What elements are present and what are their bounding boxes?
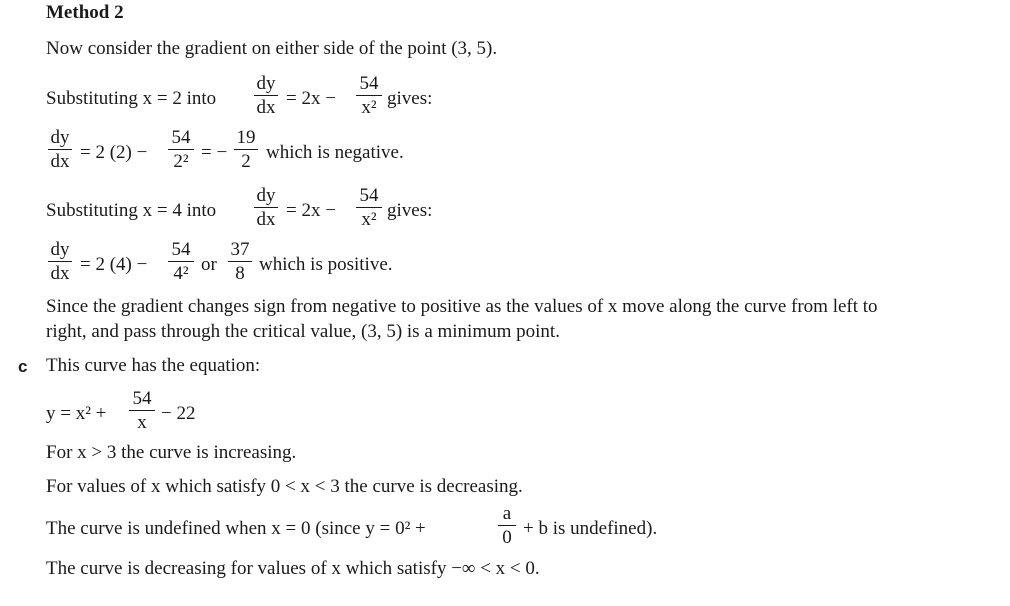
curve-eq-num: 54 — [132, 388, 152, 409]
eval1-dx: dx — [50, 151, 70, 172]
curve-eq-lhs: y = x² + — [46, 403, 107, 424]
sub2-lead: Substituting x = 4 into — [46, 200, 217, 221]
sub2-dx: dx — [256, 209, 276, 230]
undefined-lead: The curve is undefined when x = 0 (since y = 0² + — [46, 518, 426, 539]
eval1-num2: 19 — [236, 127, 256, 148]
eval1-num: 54 — [171, 127, 191, 148]
sub1-num: 54 — [359, 73, 379, 94]
sub1-derivative — [254, 74, 278, 117]
eval2-den: 4² — [173, 263, 189, 284]
eval1-expr: = 2 (2) − — [80, 142, 148, 163]
eval1-eq: = − — [201, 142, 228, 163]
eval2-num2: 37 — [230, 239, 250, 260]
eval2-or: or — [201, 254, 217, 275]
negative-range-statement: The curve is decreasing for values of x which satisfy −∞ < x < 0. — [46, 558, 540, 579]
sub1-lead: Substituting x = 2 into — [46, 88, 217, 109]
eval2-num: 54 — [171, 239, 191, 260]
intro-text: Now consider the gradient on either side of the point (3, 5). — [46, 38, 498, 59]
eval2-expr: = 2 (4) − — [80, 254, 148, 275]
eval1-den2: 2 — [241, 151, 251, 172]
sub1-den: x² — [361, 97, 377, 118]
undefined-den: 0 — [502, 527, 512, 548]
sub1-rhs: = 2x − — [286, 88, 336, 109]
eval1-den: 2² — [173, 151, 189, 172]
part-c-label: c — [18, 357, 28, 376]
section-heading: Method 2 — [46, 2, 124, 23]
sub1-tail: gives: — [387, 88, 433, 109]
conclusion-line-2: right, and pass through the critical value, (3, 5) is a minimum point. — [46, 321, 560, 342]
undefined-tail: + b is undefined). — [523, 518, 658, 539]
eval2-tail: which is positive. — [259, 254, 393, 275]
sub2-num: 54 — [359, 185, 379, 206]
increasing-statement: For x > 3 the curve is increasing. — [46, 442, 297, 463]
eval2-derivative — [48, 240, 72, 283]
eval2-dy: dy — [50, 239, 70, 260]
part-c-intro: This curve has the equation: — [46, 355, 261, 376]
eval1-derivative — [48, 128, 72, 171]
eval1-fraction2 — [234, 128, 258, 171]
sub2-den: x² — [361, 209, 377, 230]
eval2-fraction2 — [228, 240, 252, 283]
sub2-tail: gives: — [387, 200, 433, 221]
sub2-derivative — [254, 186, 278, 229]
sub1-fraction — [356, 74, 382, 117]
eval2-den2: 8 — [235, 263, 245, 284]
sub2-rhs: = 2x − — [286, 200, 336, 221]
sub1-dy: dy — [256, 73, 276, 94]
eval1-dy: dy — [50, 127, 70, 148]
curve-eq-den: x — [137, 412, 147, 433]
curve-eq-fraction — [129, 389, 155, 432]
sub2-fraction — [356, 186, 382, 229]
sub2-dy: dy — [256, 185, 276, 206]
curve-eq-tail: − 22 — [161, 403, 196, 424]
undefined-num: a — [502, 503, 512, 524]
eval1-tail: which is negative. — [266, 142, 404, 163]
decreasing-statement: For values of x which satisfy 0 < x < 3 the curve is decreasing. — [46, 476, 523, 497]
eval2-dx: dx — [50, 263, 70, 284]
eval2-fraction — [168, 240, 194, 283]
conclusion-line-1: Since the gradient changes sign from negative to positive as the values of x move along the curve from left to — [46, 296, 878, 317]
undefined-fraction — [498, 504, 516, 547]
sub1-dx: dx — [256, 97, 276, 118]
eval1-fraction — [168, 128, 194, 171]
